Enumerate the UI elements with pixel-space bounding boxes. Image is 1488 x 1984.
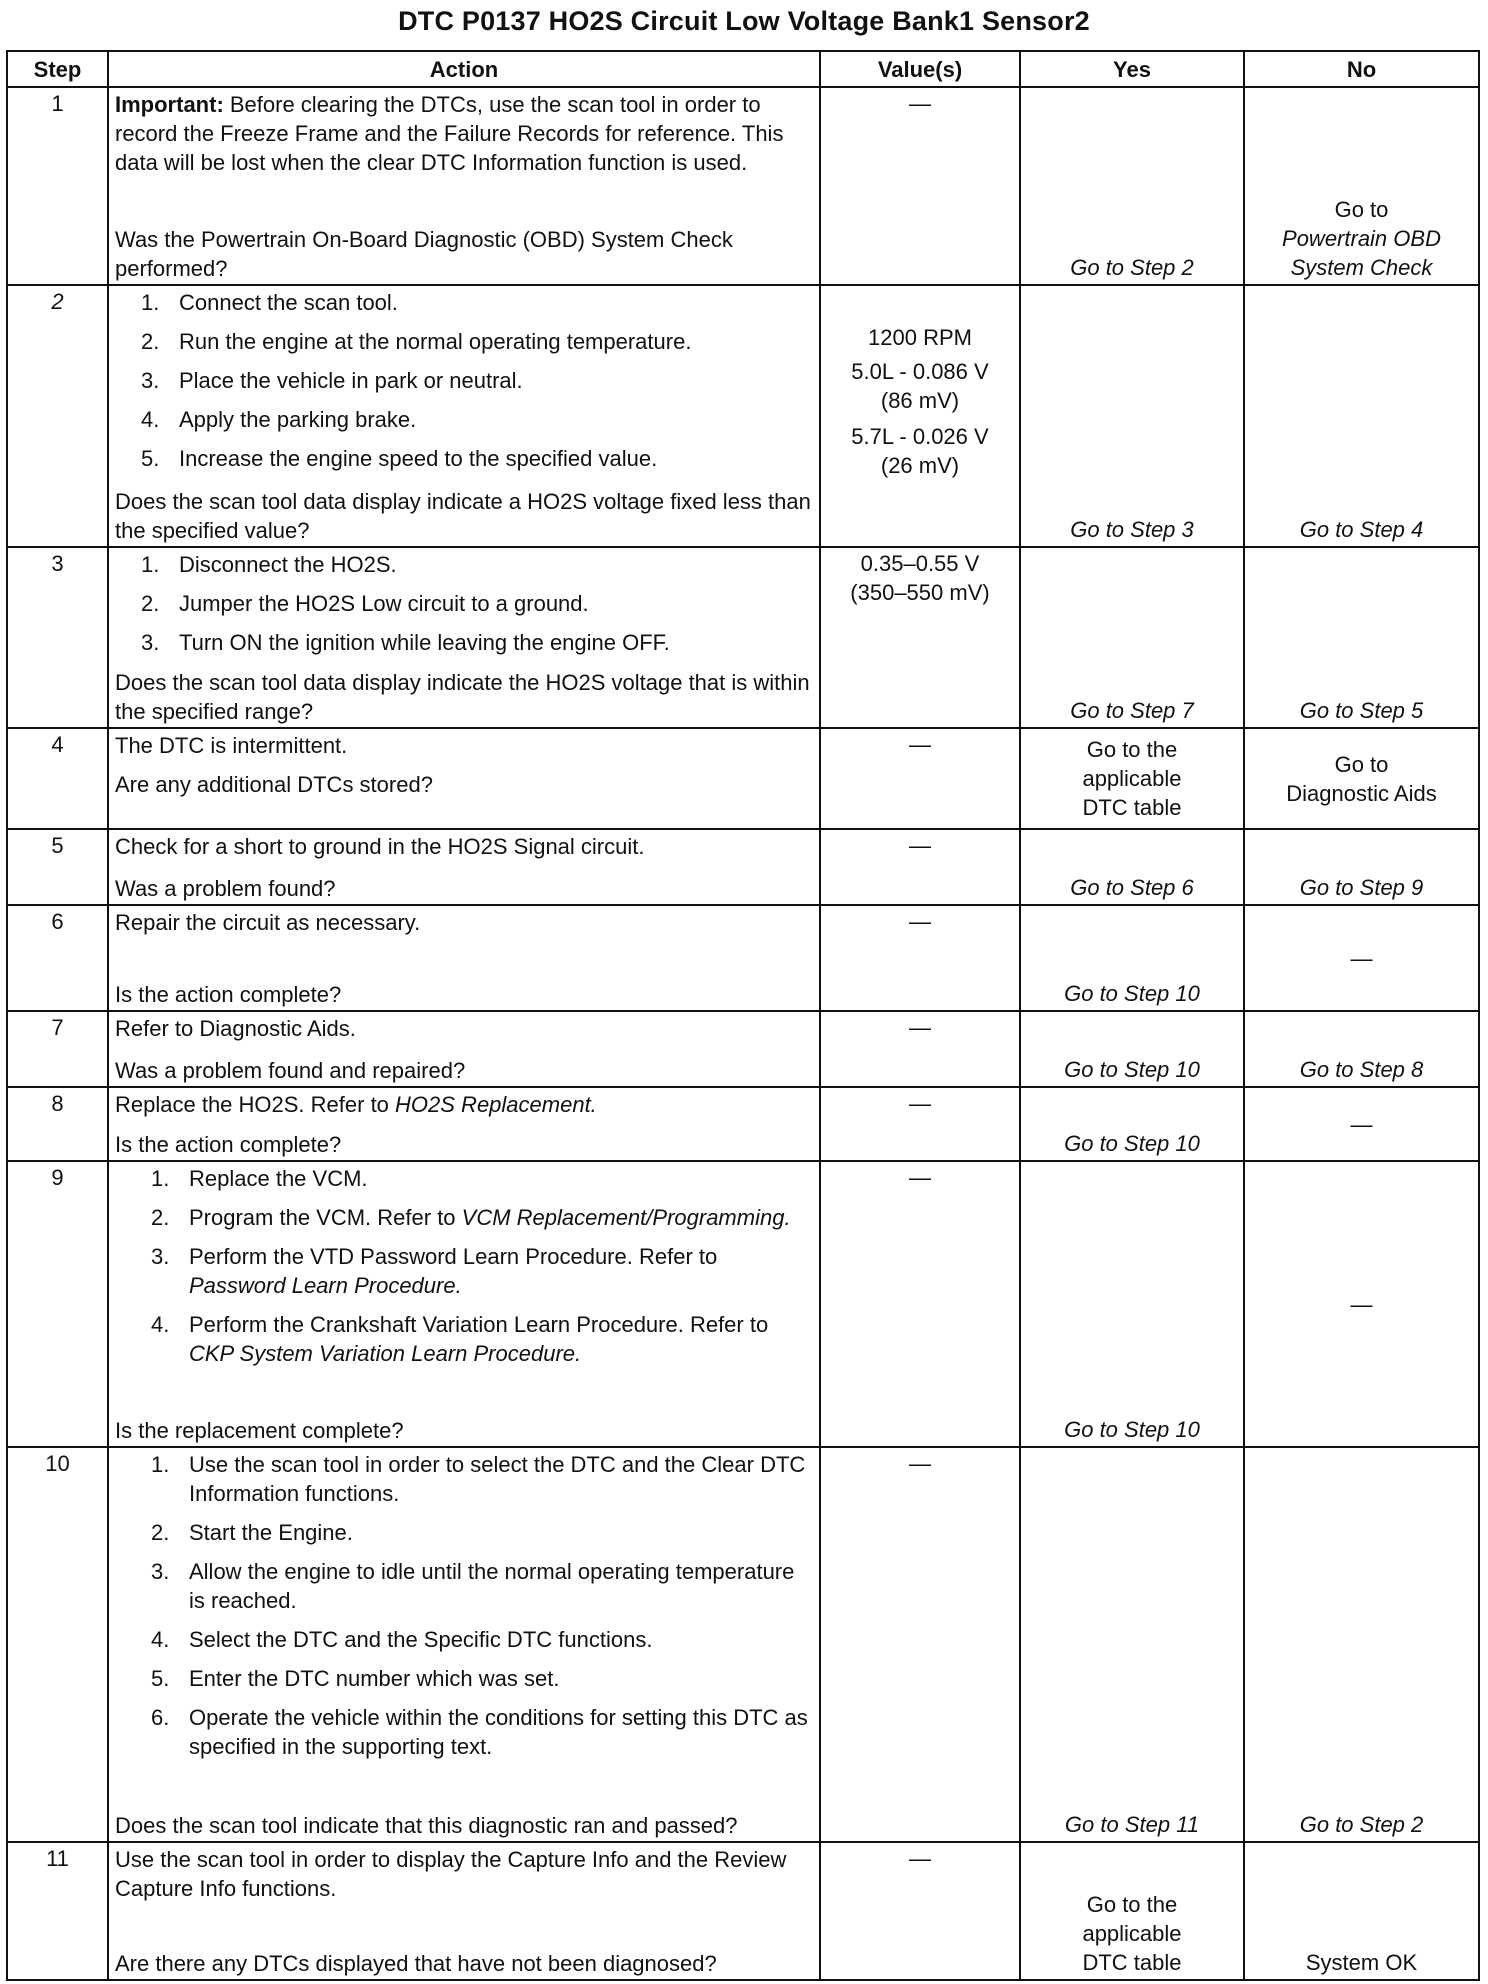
- question: Is the action complete?: [115, 982, 342, 1007]
- page-title: DTC P0137 HO2S Circuit Low Voltage Bank1 Sensor2: [398, 6, 1090, 36]
- list-item: 4. Perform the Crankshaft Variation Learn Procedure. Refer to CKP System Variation Learn Procedure.: [151, 1312, 769, 1366]
- no-cell: [1244, 1842, 1479, 1980]
- values-cell: —: [820, 1087, 1020, 1161]
- list-item: 2. Run the engine at the normal operating temperature.: [141, 329, 692, 354]
- header-action: Action: [108, 51, 820, 87]
- no-cell: [1244, 285, 1479, 547]
- action-cell: [108, 905, 820, 1011]
- no-cell: —: [1244, 1087, 1479, 1161]
- value-line: 0.35–0.55 V: [860, 551, 980, 576]
- question: Are any additional DTCs stored?: [115, 772, 433, 797]
- yes-cell: [1020, 87, 1244, 285]
- action-cell: [108, 1011, 820, 1087]
- no-link[interactable]: Go to Step 5: [1299, 698, 1424, 723]
- action-cell: [108, 285, 820, 547]
- no-cell: —: [1244, 905, 1479, 1011]
- table-row: [7, 728, 1479, 829]
- header-yes: Yes: [1020, 51, 1244, 87]
- value-line: (350–550 mV): [850, 580, 990, 605]
- list-item: 1. Disconnect the HO2S.: [141, 552, 397, 577]
- header-row: [7, 51, 1479, 87]
- table-row: [7, 1842, 1479, 1980]
- procedure-link[interactable]: CKP System Variation Learn Procedure.: [189, 1341, 582, 1366]
- procedure-link[interactable]: VCM Replacement/Programming.: [461, 1205, 791, 1230]
- step-number: 5: [7, 829, 108, 905]
- list-item: 1. Connect the scan tool.: [141, 290, 398, 315]
- action-text: Use the scan tool in order to display the Capture Info and the Review Capture Info functions.: [115, 1847, 787, 1901]
- procedure-link[interactable]: HO2S Replacement.: [395, 1092, 597, 1117]
- no-cell[interactable]: Go to Diagnostic Aids: [1244, 728, 1479, 829]
- action-cell: [108, 829, 820, 905]
- step-number: 4: [7, 728, 108, 829]
- yes-link[interactable]: Go to Step 10: [1064, 981, 1200, 1006]
- question: Was the Powertrain On-Board Diagnostic (OBD) System Check performed?: [115, 227, 733, 281]
- values-cell: —: [820, 1447, 1020, 1842]
- no-link[interactable]: Go to Step 4: [1299, 517, 1424, 542]
- question: Does the scan tool indicate that this diagnostic ran and passed?: [115, 1813, 738, 1838]
- list-item: 4. Select the DTC and the Specific DTC functions.: [151, 1627, 653, 1652]
- action-cell: [108, 728, 820, 829]
- step-number: 6: [7, 905, 108, 1011]
- list-item: 3. Perform the VTD Password Learn Procedure. Refer to Password Learn Procedure.: [151, 1244, 718, 1298]
- question: Was a problem found?: [115, 876, 336, 901]
- list-item: 3. Allow the engine to idle until the normal operating temperature is reached.: [151, 1559, 795, 1613]
- list-item: 3. Turn ON the ignition while leaving the engine OFF.: [141, 630, 670, 655]
- table-row: [7, 905, 1479, 1011]
- action-text: The DTC is intermittent.: [115, 733, 348, 758]
- yes-link[interactable]: Go to Step 3: [1070, 517, 1194, 542]
- yes-cell: [1020, 1447, 1244, 1842]
- no-cell: [1244, 1011, 1479, 1087]
- step-number: 2: [7, 285, 108, 547]
- step-number: 10: [7, 1447, 108, 1842]
- table-row: [7, 829, 1479, 905]
- value-line: (86 mV): [880, 388, 960, 413]
- values-cell: —: [820, 829, 1020, 905]
- action-cell: [108, 1161, 820, 1447]
- yes-link[interactable]: Go to Step 2: [1070, 255, 1194, 280]
- table-row: [7, 1447, 1479, 1842]
- action-text: Check for a short to ground in the HO2S Signal circuit.: [115, 834, 645, 859]
- table-row: [7, 547, 1479, 728]
- question: Was a problem found and repaired?: [115, 1058, 466, 1083]
- yes-link[interactable]: Go to Step 10: [1064, 1057, 1200, 1082]
- no-link[interactable]: Go to Step 2: [1299, 1812, 1424, 1837]
- action-cell: [108, 1842, 820, 1980]
- action-cell: [108, 1087, 820, 1161]
- values-cell: —: [820, 87, 1020, 285]
- important-text: Before clearing the DTCs, use the scan tool in order to record the Freeze Frame and the Failure Records for reference. This data will be lost when the clear DTC Information function is used.: [115, 92, 784, 175]
- question: Is the action complete?: [115, 1132, 342, 1157]
- yes-cell: [1020, 1011, 1244, 1087]
- question: Does the scan tool data display indicate the HO2S voltage that is within the specified range?: [115, 670, 810, 724]
- table-row: [7, 1011, 1479, 1087]
- no-prefix: Go to: [1334, 197, 1389, 222]
- table-row: [7, 1161, 1479, 1447]
- values-cell: —: [820, 1161, 1020, 1447]
- header-no: No: [1244, 51, 1479, 87]
- no-cell: [1244, 87, 1479, 285]
- step-number: 8: [7, 1087, 108, 1161]
- values-cell: [820, 285, 1020, 547]
- step-number: 1: [7, 87, 108, 285]
- list-item: 5. Increase the engine speed to the specified value.: [141, 446, 658, 471]
- action-text: Repair the circuit as necessary.: [115, 910, 421, 935]
- yes-cell: [1020, 1087, 1244, 1161]
- header-values: Value(s): [820, 51, 1020, 87]
- action-list: [115, 1450, 813, 1761]
- important-label: Important:: [115, 92, 224, 117]
- yes-link[interactable]: Go to Step 10: [1064, 1417, 1200, 1442]
- procedure-link[interactable]: Password Learn Procedure.: [189, 1273, 462, 1298]
- yes-link[interactable]: Go to Step 7: [1070, 698, 1194, 723]
- header-step: Step: [7, 51, 108, 87]
- step-number: 9: [7, 1161, 108, 1447]
- yes-cell: [1020, 829, 1244, 905]
- system-ok-label: System OK: [1305, 1950, 1418, 1975]
- step-number: 3: [7, 547, 108, 728]
- list-item: 1. Replace the VCM.: [151, 1166, 368, 1191]
- list-item: 3. Place the vehicle in park or neutral.: [141, 368, 523, 393]
- action-cell: [108, 547, 820, 728]
- question: Are there any DTCs displayed that have not been diagnosed?: [115, 1951, 717, 1976]
- yes-link[interactable]: Go to Step 6: [1070, 875, 1194, 900]
- no-cell: [1244, 547, 1479, 728]
- action-text: Replace the HO2S. Refer to HO2S Replacement.: [115, 1092, 597, 1117]
- values-cell: —: [820, 1842, 1020, 1980]
- no-cell: —: [1244, 1161, 1479, 1447]
- list-item: 5. Enter the DTC number which was set.: [151, 1666, 560, 1691]
- no-cell: [1244, 829, 1479, 905]
- value-line: (26 mV): [880, 453, 960, 478]
- list-item: 1. Use the scan tool in order to select the DTC and the Clear DTC Information functions.: [151, 1452, 806, 1506]
- no-link[interactable]: Go to Step 8: [1299, 1057, 1424, 1082]
- step-number: 11: [7, 1842, 108, 1980]
- value-line: 5.7L - 0.026 V: [851, 424, 989, 449]
- list-item: 4. Apply the parking brake.: [141, 407, 417, 432]
- values-cell: —: [820, 905, 1020, 1011]
- action-cell: [108, 1447, 820, 1842]
- yes-link[interactable]: Go to Step 11: [1064, 1812, 1200, 1837]
- yes-cell: [1020, 285, 1244, 547]
- values-cell: [820, 547, 1020, 728]
- list-item: 2. Start the Engine.: [151, 1520, 353, 1545]
- yes-cell[interactable]: Go to the applicable DTC table: [1020, 728, 1244, 829]
- action-list: [115, 550, 813, 657]
- yes-cell[interactable]: Go to the applicable DTC table: [1020, 1842, 1244, 1980]
- table-row: [7, 1087, 1479, 1161]
- table-row: [7, 285, 1479, 547]
- action-cell: [108, 87, 820, 285]
- list-item: 2. Jumper the HO2S Low circuit to a ground.: [141, 591, 589, 616]
- action-list: [115, 288, 813, 473]
- list-item: 6. Operate the vehicle within the conditions for setting this DTC as specified in the supporting text.: [151, 1705, 808, 1759]
- yes-link[interactable]: Go to Step 10: [1064, 1131, 1200, 1156]
- list-item: 2. Program the VCM. Refer to VCM Replacement/Programming.: [151, 1205, 791, 1230]
- question: Is the replacement complete?: [115, 1418, 404, 1443]
- question: Does the scan tool data display indicate a HO2S voltage fixed less than the specified value?: [115, 489, 811, 543]
- action-list: [115, 1164, 813, 1368]
- table-row: [7, 87, 1479, 285]
- dtc-table: [6, 50, 1480, 1981]
- no-link[interactable]: Powertrain OBD System Check: [1282, 226, 1441, 280]
- value-line: 1200 RPM: [868, 325, 972, 350]
- yes-cell: [1020, 905, 1244, 1011]
- values-cell: —: [820, 1011, 1020, 1087]
- no-cell: [1244, 1447, 1479, 1842]
- values-cell: —: [820, 728, 1020, 829]
- yes-cell: [1020, 547, 1244, 728]
- action-text: Refer to Diagnostic Aids.: [115, 1016, 356, 1041]
- yes-cell: [1020, 1161, 1244, 1447]
- no-link[interactable]: Go to Step 9: [1299, 875, 1424, 900]
- step-number: 7: [7, 1011, 108, 1087]
- value-line: 5.0L - 0.086 V: [851, 359, 989, 384]
